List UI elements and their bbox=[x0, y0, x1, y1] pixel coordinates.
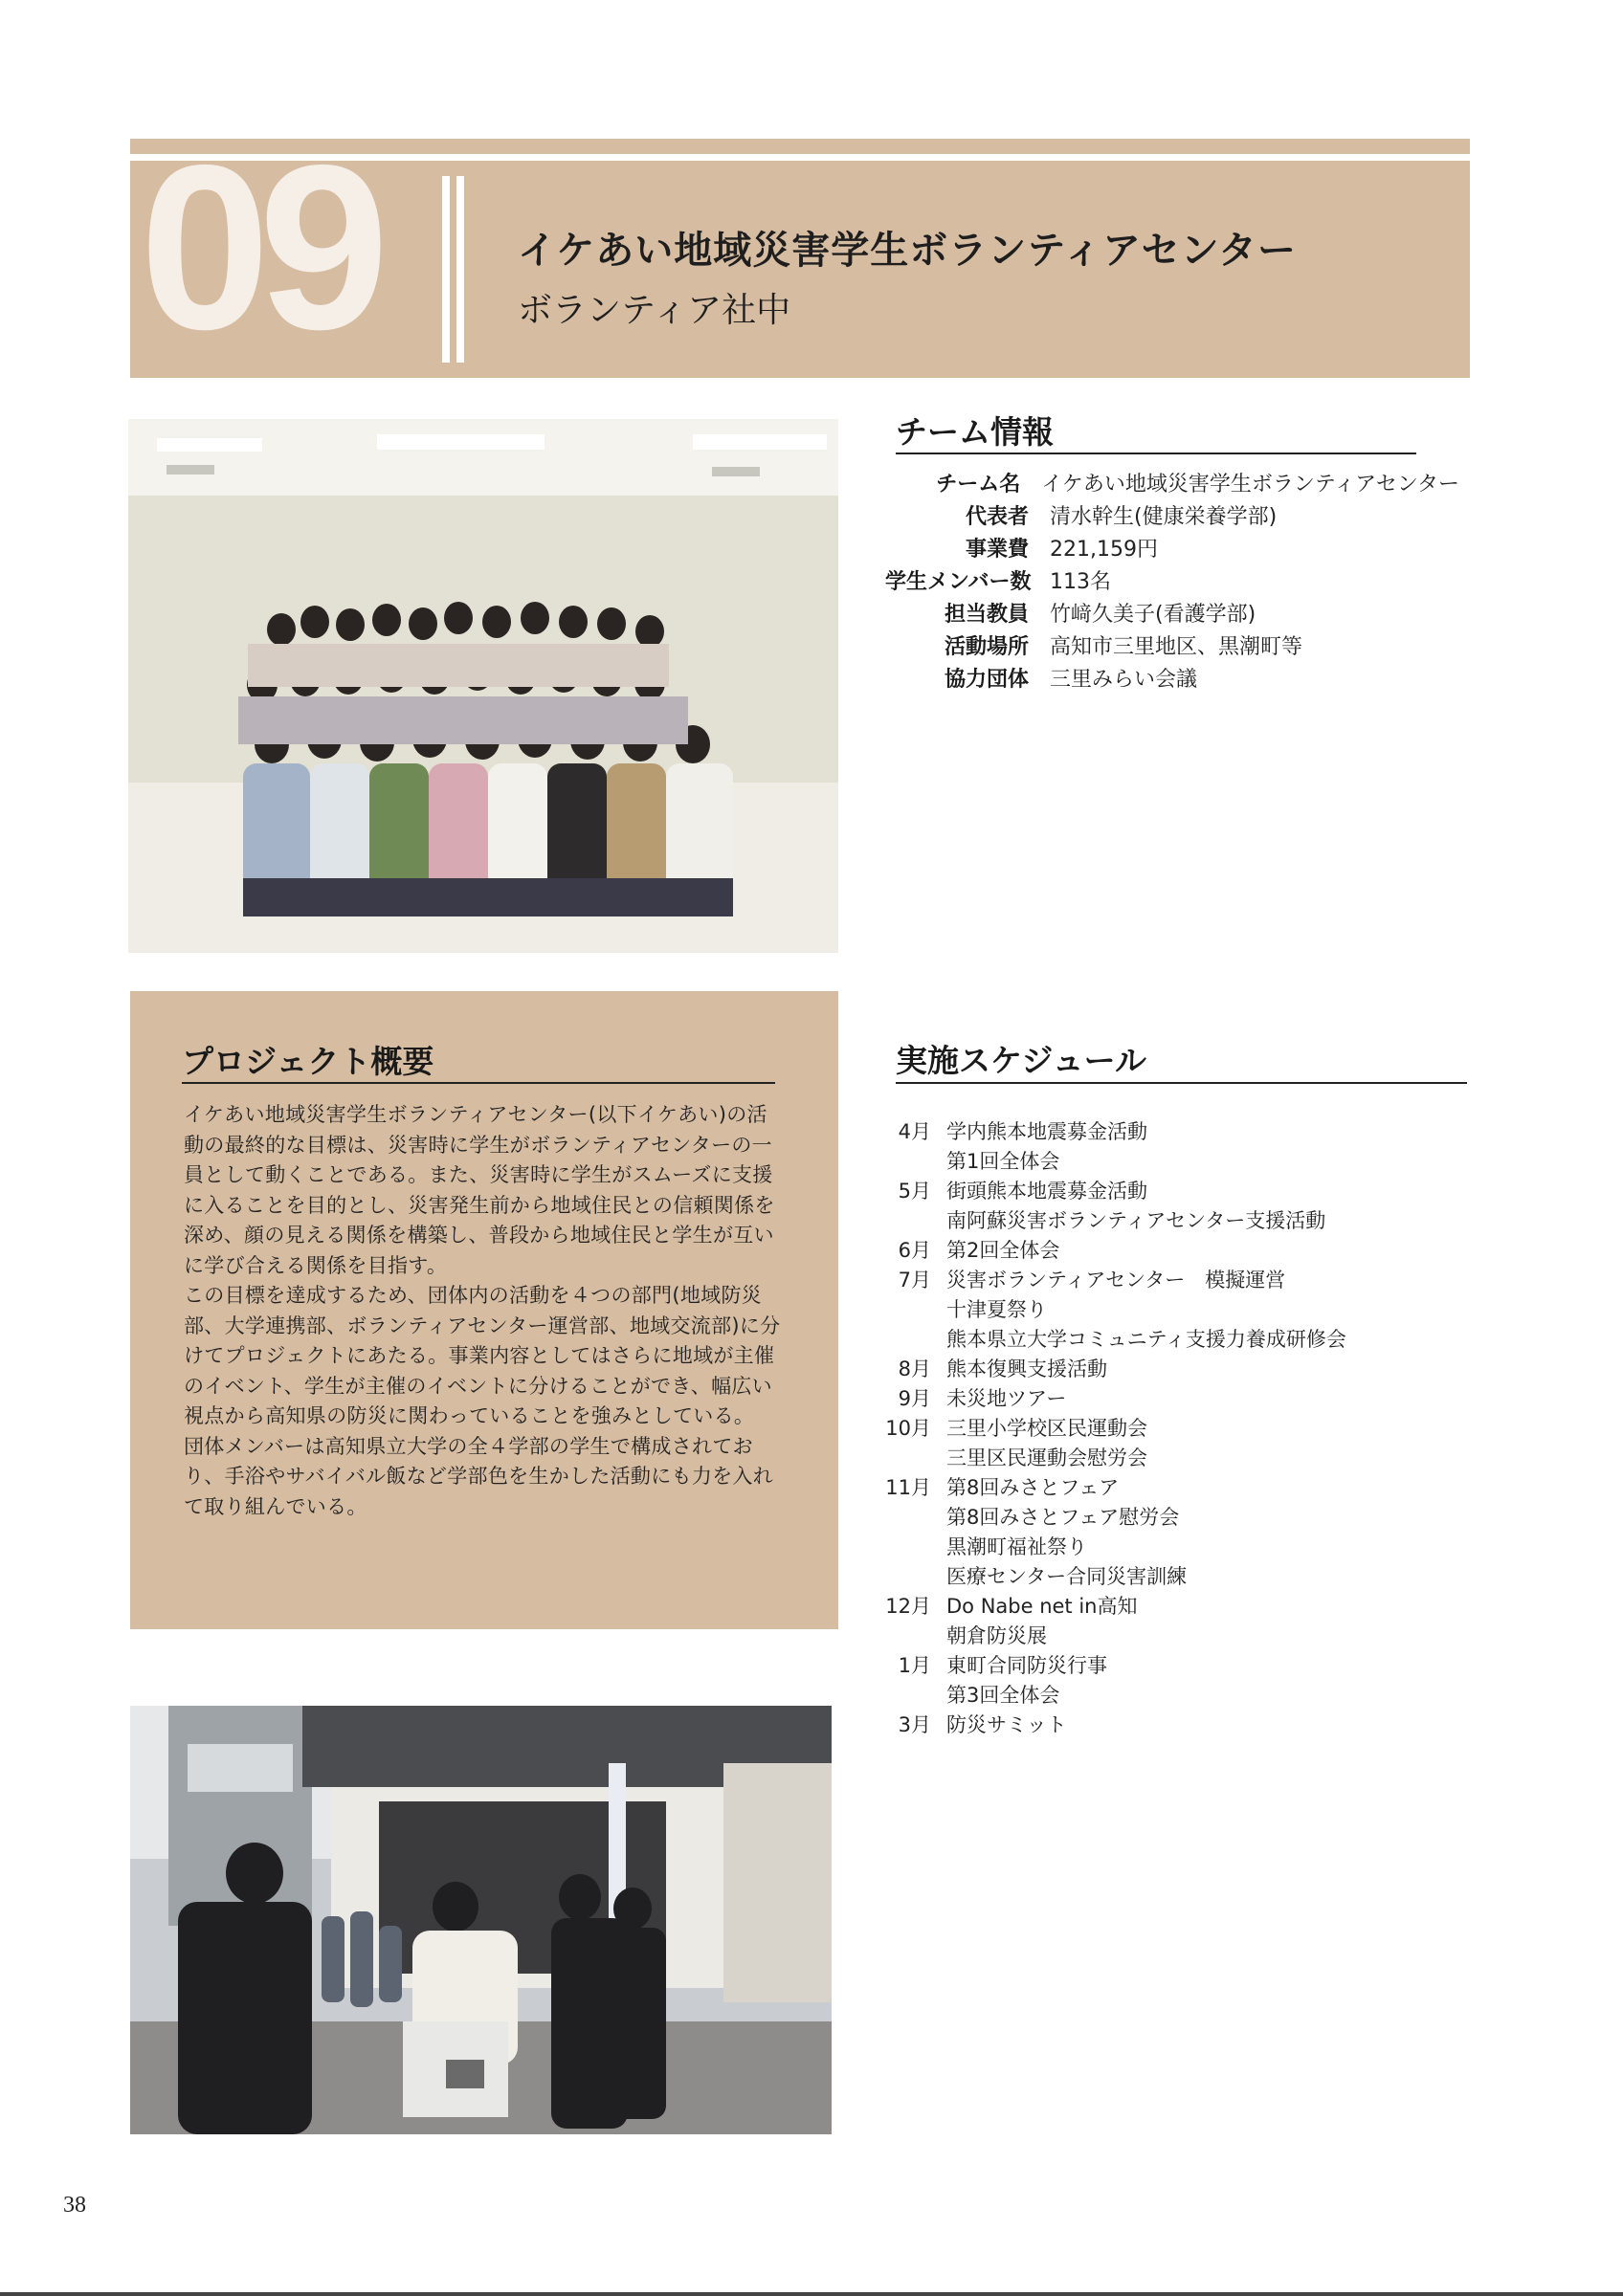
schedule-event: 学内熊本地震募金活動 bbox=[946, 1119, 1147, 1143]
schedule-row bbox=[885, 1382, 1469, 1412]
team-info-heading: チーム情報 bbox=[896, 413, 1054, 451]
street-activity-photo bbox=[130, 1706, 832, 2134]
schedule-event: 黒潮町福祉祭り bbox=[946, 1534, 1087, 1558]
schedule-row bbox=[885, 1679, 1469, 1709]
schedule-row bbox=[885, 1649, 1469, 1679]
info-label: チーム名 bbox=[936, 472, 1021, 497]
project-overview-box bbox=[130, 991, 838, 1629]
schedule-list bbox=[885, 1115, 1469, 1738]
info-label: 学生メンバー数 bbox=[885, 569, 1032, 594]
team-info-row bbox=[885, 466, 1459, 498]
schedule-event: Do Nabe net in高知 bbox=[946, 1594, 1138, 1618]
overview-body bbox=[184, 1100, 782, 1522]
schedule-event: 朝倉防災展 bbox=[946, 1623, 1047, 1647]
team-info-row bbox=[885, 661, 1459, 694]
schedule-event: 医療センター合同災害訓練 bbox=[946, 1564, 1188, 1588]
team-info-row bbox=[885, 531, 1459, 563]
schedule-row bbox=[885, 1560, 1469, 1590]
header-divider-bar bbox=[442, 176, 450, 363]
info-value: イケあい地域災害学生ボランティアセンター bbox=[1041, 472, 1459, 497]
info-label: 担当教員 bbox=[944, 602, 1029, 627]
schedule-month: 3月 bbox=[898, 1712, 931, 1736]
schedule-event: 第8回みさとフェア慰労会 bbox=[946, 1505, 1180, 1529]
schedule-month: 10月 bbox=[885, 1416, 931, 1440]
schedule-row bbox=[885, 1115, 1469, 1145]
team-info-row bbox=[885, 629, 1459, 661]
schedule-event: 防災サミット bbox=[946, 1712, 1067, 1736]
info-value: 竹﨑久美子(看護学部) bbox=[1050, 602, 1256, 627]
schedule-event: 災害ボランティアセンター 模擬運営 bbox=[946, 1268, 1286, 1292]
schedule-month: 4月 bbox=[898, 1119, 931, 1143]
overview-paragraph: 団体メンバーは高知県立大学の全４学部の学生で構成されており、手浴やサバイバル飯など学部色を生かした活動にも力を入れて取り組んでいる。 bbox=[184, 1434, 774, 1518]
overview-paragraph: この目標を達成するため、団体内の活動を４つの部門(地域防災部、大学連携部、ボランティアセンター運営部、地域交流部)に分けてプロジェクトにあたる。事業内容としてはさらに地域が主催のイベント、学生が主催のイベントに分けることができ、幅広い視点から高知県の防災に関わっていることを強みとしている。 bbox=[184, 1284, 781, 1427]
schedule-row bbox=[885, 1264, 1469, 1293]
schedule-event: 未災地ツアー bbox=[946, 1386, 1067, 1410]
group-photo bbox=[128, 419, 838, 953]
info-value: 221,159円 bbox=[1050, 537, 1158, 562]
schedule-row bbox=[885, 1531, 1469, 1560]
schedule-event: 第1回全体会 bbox=[946, 1149, 1060, 1173]
overview-rule bbox=[182, 1082, 775, 1084]
info-label: 活動場所 bbox=[944, 634, 1029, 659]
team-info-table bbox=[885, 466, 1459, 694]
header-divider-bar bbox=[456, 176, 464, 363]
team-info-row bbox=[885, 596, 1459, 629]
info-value: 三里みらい会議 bbox=[1050, 667, 1198, 692]
schedule-row bbox=[885, 1293, 1469, 1323]
team-subtitle: ボランティア社中 bbox=[518, 291, 791, 330]
team-info-row bbox=[885, 498, 1459, 531]
schedule-rule bbox=[896, 1082, 1467, 1084]
info-label: 協力団体 bbox=[944, 667, 1029, 692]
overview-paragraph: イケあい地域災害学生ボランティアセンター(以下イケあい)の活動の最終的な目標は、災害時に学生がボランティアセンターの一員として動くことである。また、災害時に学生がスムーズに支援に入ることを目的とし、災害発生前から地域住民との信頼関係を深め、顔の見える関係を構築し、普段から地域住民と学生が互いに学び合える関係を目指す。 bbox=[184, 1103, 775, 1277]
header-banner bbox=[130, 161, 1470, 378]
schedule-month: 9月 bbox=[898, 1386, 931, 1410]
schedule-month: 11月 bbox=[885, 1475, 931, 1499]
team-title: イケあい地域災害学生ボランティアセンター bbox=[518, 229, 1297, 273]
schedule-month: 1月 bbox=[898, 1653, 931, 1677]
schedule-row bbox=[885, 1412, 1469, 1442]
schedule-event: 第2回全体会 bbox=[946, 1238, 1060, 1262]
schedule-row bbox=[885, 1501, 1469, 1531]
team-info-row bbox=[885, 563, 1459, 596]
schedule-event: 街頭熊本地震募金活動 bbox=[946, 1179, 1147, 1203]
schedule-event: 東町合同防災行事 bbox=[946, 1653, 1107, 1677]
info-label: 事業費 bbox=[965, 537, 1029, 562]
schedule-event: 第8回みさとフェア bbox=[946, 1475, 1120, 1499]
schedule-row bbox=[885, 1442, 1469, 1471]
schedule-event: 南阿蘇災害ボランティアセンター支援活動 bbox=[946, 1208, 1326, 1232]
schedule-row bbox=[885, 1204, 1469, 1234]
info-value: 清水幹生(健康栄養学部) bbox=[1050, 504, 1278, 529]
schedule-month: 7月 bbox=[898, 1268, 931, 1292]
team-number: 09 bbox=[140, 161, 378, 378]
schedule-month: 12月 bbox=[885, 1594, 931, 1618]
schedule-event: 三里区民運動会慰労会 bbox=[946, 1446, 1147, 1469]
schedule-row bbox=[885, 1175, 1469, 1204]
schedule-month: 5月 bbox=[898, 1179, 931, 1203]
info-value: 113名 bbox=[1050, 569, 1111, 594]
schedule-row bbox=[885, 1620, 1469, 1649]
page-number: 38 bbox=[63, 2193, 86, 2218]
schedule-event: 第3回全体会 bbox=[946, 1683, 1060, 1707]
schedule-row bbox=[885, 1353, 1469, 1382]
header-top-rule bbox=[130, 139, 1470, 154]
schedule-row bbox=[885, 1590, 1469, 1620]
schedule-row bbox=[885, 1709, 1469, 1738]
schedule-row bbox=[885, 1471, 1469, 1501]
schedule-month: 8月 bbox=[898, 1357, 931, 1380]
team-info-rule bbox=[896, 453, 1416, 454]
schedule-event: 熊本県立大学コミュニティ支援力養成研修会 bbox=[946, 1327, 1346, 1351]
schedule-heading: 実施スケジュール bbox=[896, 1042, 1147, 1079]
schedule-month: 6月 bbox=[898, 1238, 931, 1262]
schedule-event: 十津夏祭り bbox=[946, 1297, 1047, 1321]
info-value: 高知市三里地区、黒潮町等 bbox=[1050, 634, 1303, 659]
schedule-event: 三里小学校区民運動会 bbox=[946, 1416, 1147, 1440]
schedule-event: 熊本復興支援活動 bbox=[946, 1357, 1107, 1380]
schedule-row bbox=[885, 1145, 1469, 1175]
overview-heading: プロジェクト概要 bbox=[182, 1043, 434, 1080]
schedule-row bbox=[885, 1234, 1469, 1264]
bottom-edge-line bbox=[0, 2292, 1623, 2296]
info-label: 代表者 bbox=[965, 504, 1029, 529]
schedule-row bbox=[885, 1323, 1469, 1353]
